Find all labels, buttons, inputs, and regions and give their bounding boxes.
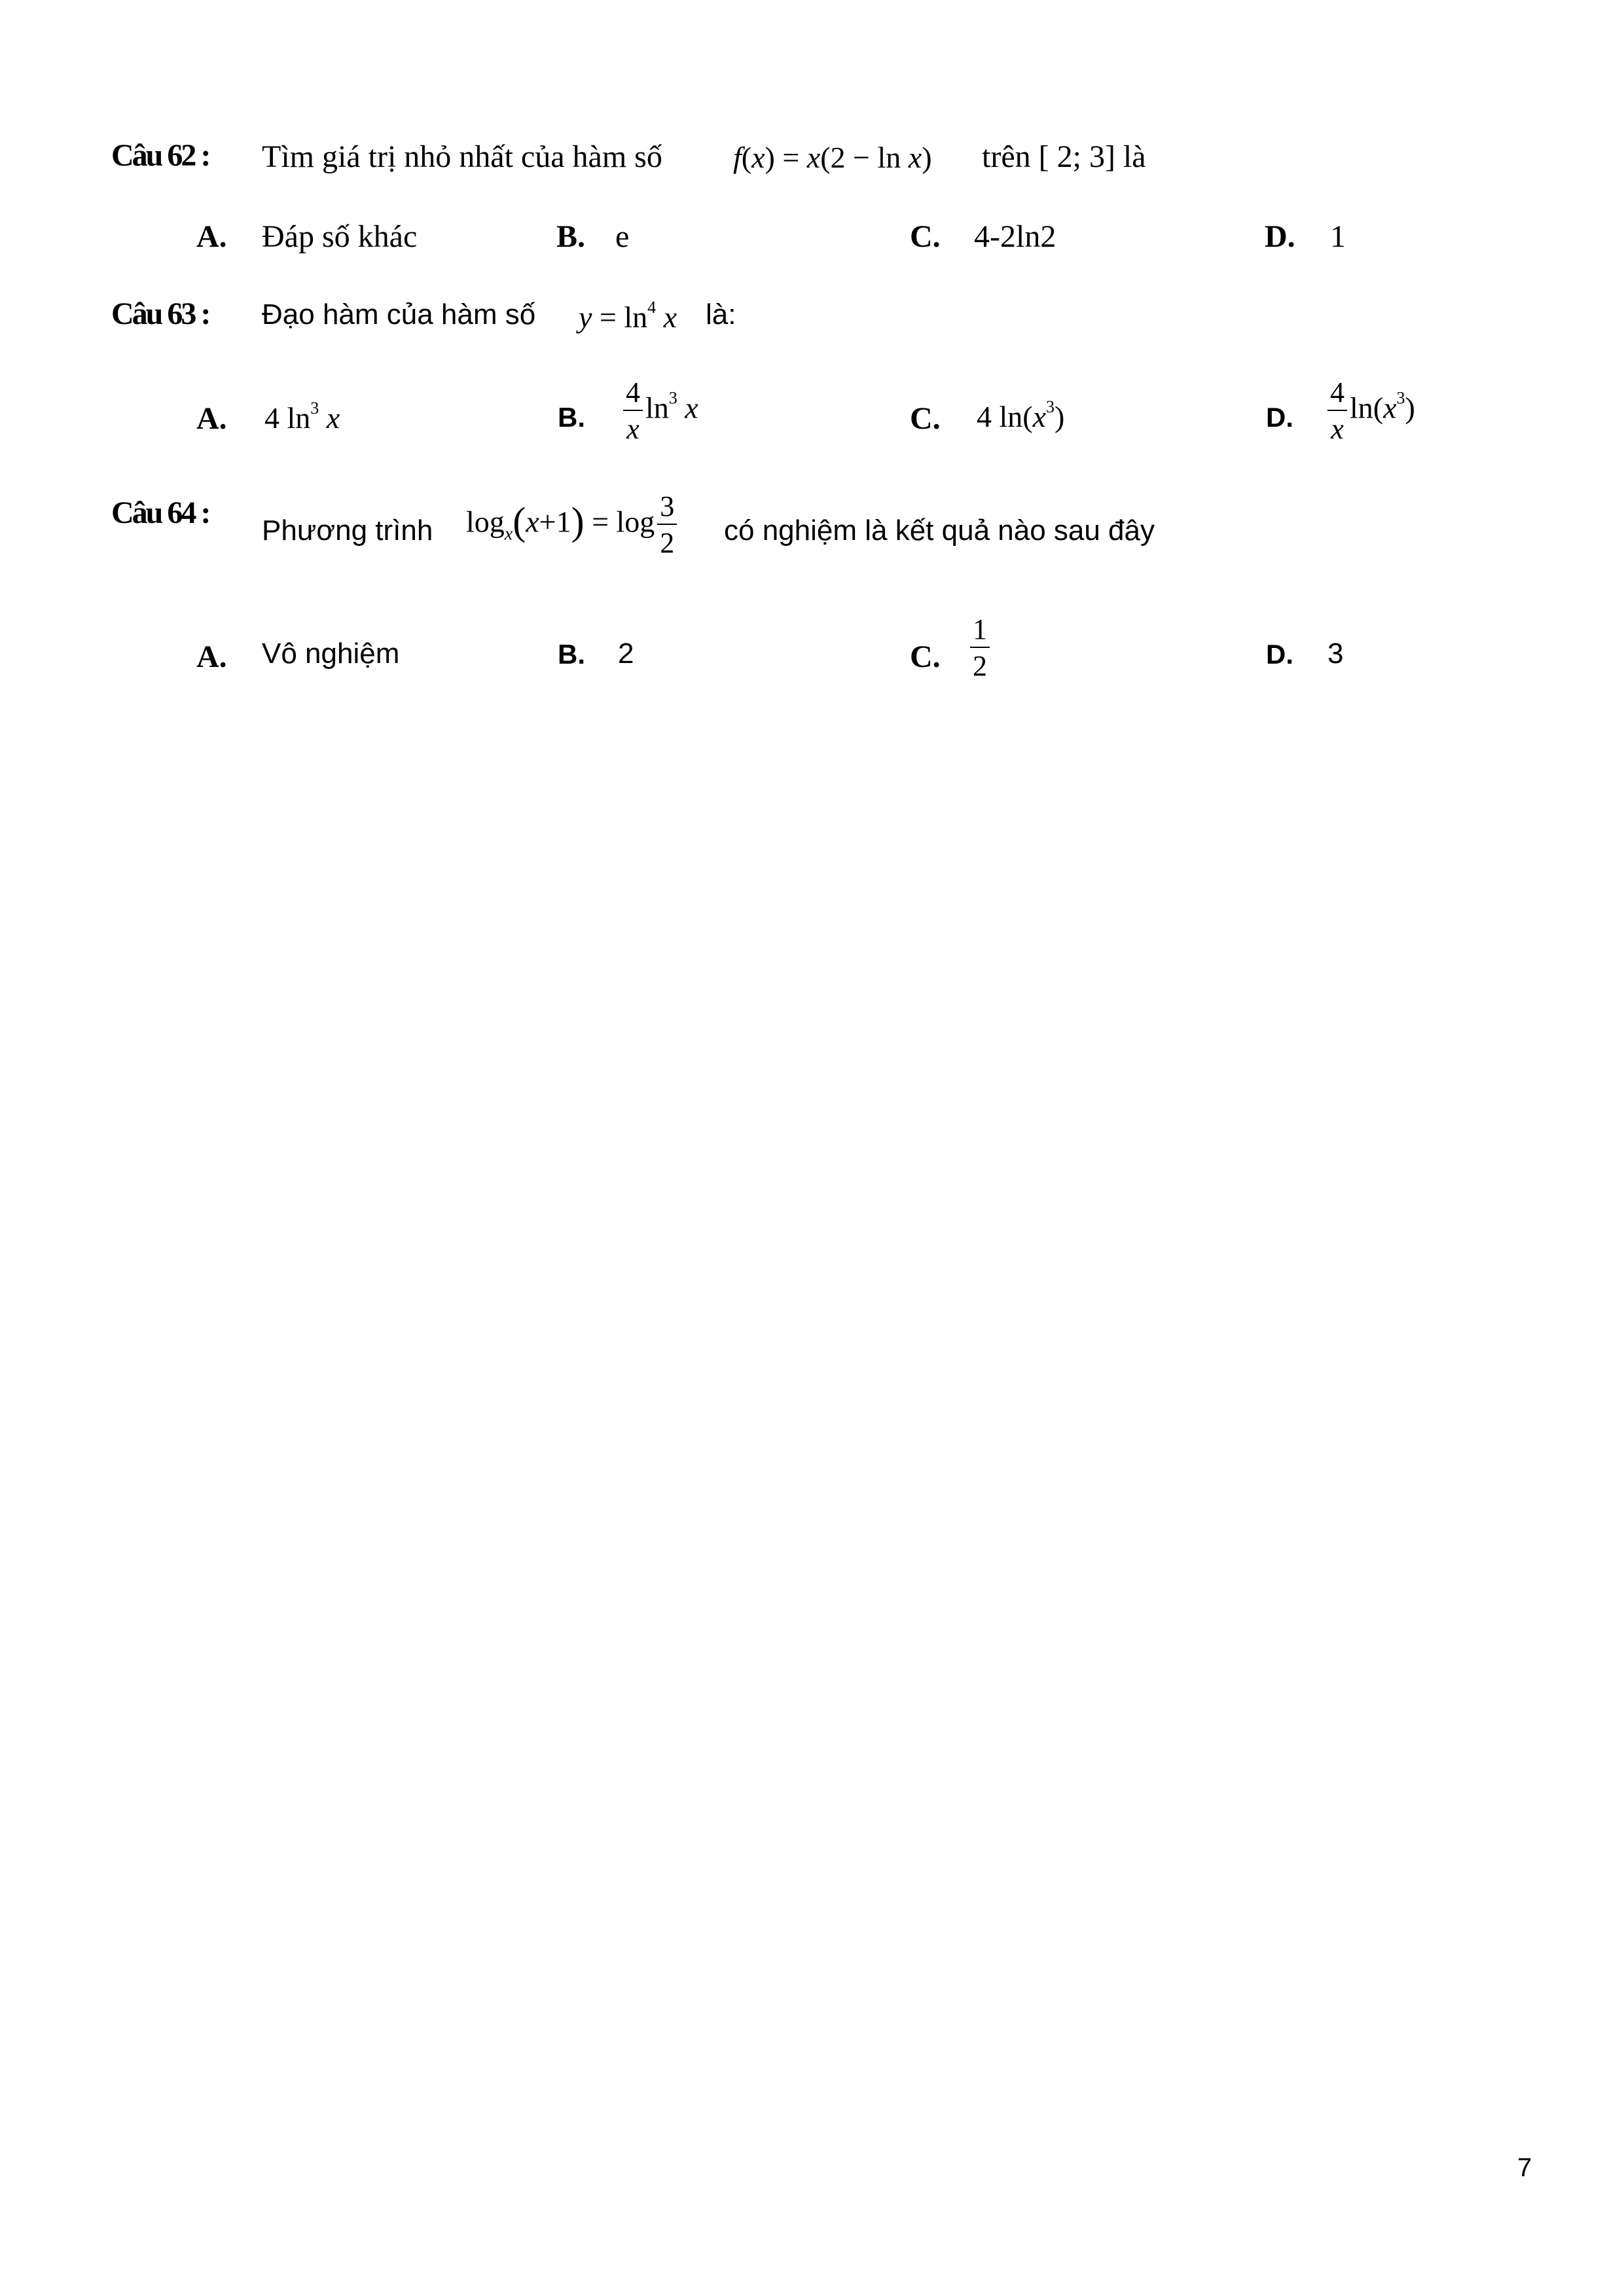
- page-number: 7: [1517, 2153, 1532, 2182]
- q63-option-a-letter: A.: [196, 401, 227, 436]
- question-62-text: Tìm giá trị nhỏ nhất của hàm số: [262, 139, 662, 174]
- q64-option-a-text: Vô nghiệm: [262, 637, 400, 670]
- question-63-text: Đạo hàm của hàm số: [262, 298, 536, 331]
- q63-option-b-letter: B.: [558, 402, 585, 433]
- q63-option-d-formula: $\frac{4}{x}$ $\ln(x^3)$: [1325, 378, 1415, 444]
- question-64-label: Câu 64 :: [111, 495, 209, 530]
- q64-option-c-formula: $\frac{1}{2}$: [967, 615, 992, 681]
- q64-option-b-text: 2: [618, 637, 634, 670]
- question-62-text-after: trên [ 2; 3] là: [982, 139, 1146, 174]
- q62-option-c-text: 4-2ln2: [974, 219, 1056, 254]
- q62-option-d-letter: D.: [1265, 219, 1295, 254]
- question-63-label: Câu 63 :: [111, 296, 209, 331]
- question-63-formula: $y = \ln^4 x$: [579, 298, 677, 334]
- question-64-text: Phương trình: [262, 514, 433, 547]
- question-63-text-after: là:: [706, 298, 736, 331]
- q63-option-d-letter: D.: [1266, 402, 1293, 433]
- q63-option-a-formula: 4 $\ln^3 x$: [264, 399, 340, 435]
- q62-option-a-text: Đáp số khác: [262, 219, 418, 254]
- question-62-label: Câu 62 :: [111, 138, 209, 173]
- q64-option-d-letter: D.: [1266, 639, 1293, 670]
- question-64-formula: $\log_x(x+1) = \log$ $\frac{3}{2}$: [466, 492, 679, 558]
- q62-option-b-text: e: [615, 219, 630, 254]
- q62-option-b-letter: B.: [556, 219, 586, 254]
- q62-option-a-letter: A.: [196, 219, 227, 254]
- q62-option-c-letter: C.: [910, 219, 941, 254]
- q63-option-b-formula: $\frac{4}{x}$ $\ln^3 x$: [621, 378, 698, 444]
- question-62-formula: f(x) = x(2 − ln x): [733, 141, 932, 174]
- q62-option-d-text: 1: [1330, 219, 1346, 254]
- q63-option-c-formula: 4 $\ln(x^3)$: [977, 397, 1065, 433]
- q64-option-c-letter: C.: [910, 639, 941, 674]
- q64-option-d-text: 3: [1327, 637, 1344, 670]
- q64-option-b-letter: B.: [558, 639, 585, 670]
- q63-option-c-letter: C.: [910, 401, 941, 436]
- question-64-text-after: có nghiệm là kết quả nào sau đây: [724, 514, 1155, 547]
- q64-option-a-letter: A.: [196, 639, 227, 674]
